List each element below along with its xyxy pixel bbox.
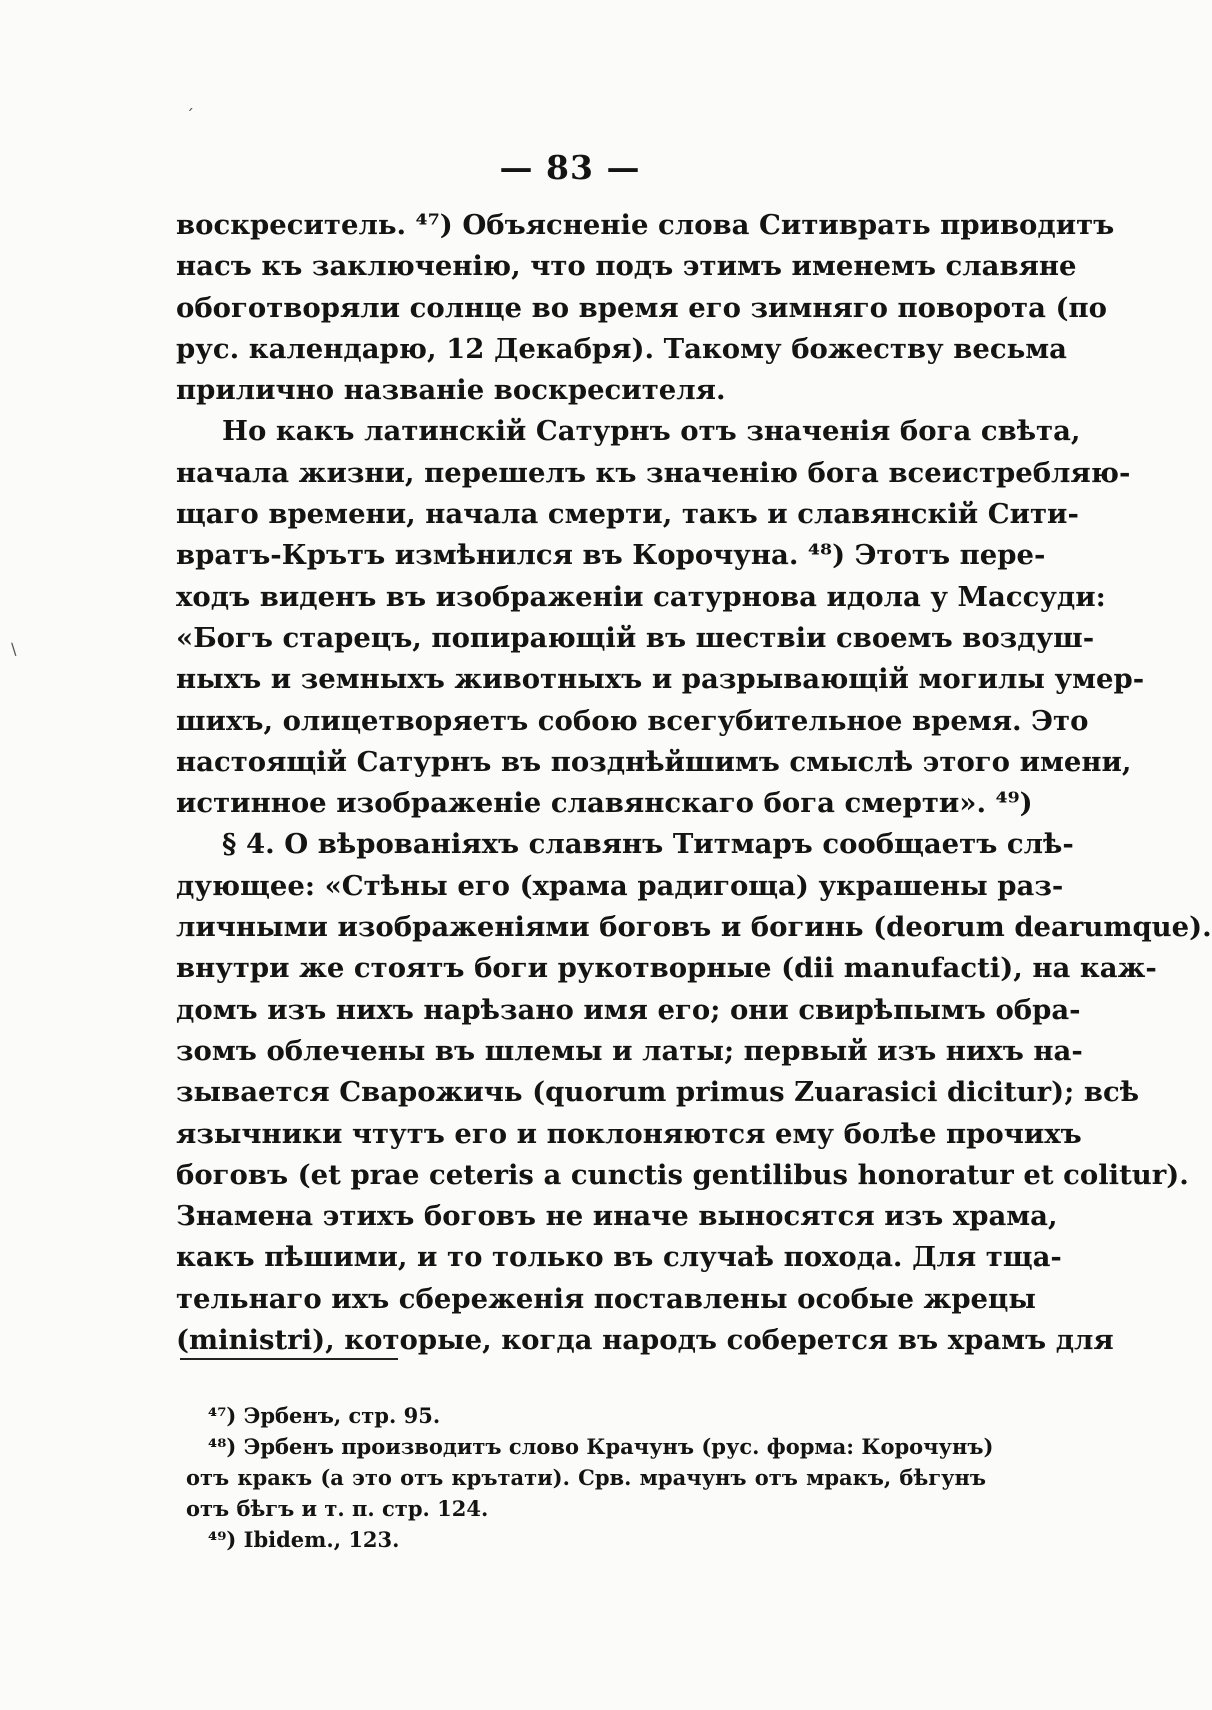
text-line: боговъ (et prae ceteris a cunctis gentilibus honoratur et colitur). — [176, 1158, 1189, 1191]
text-line: рус. календарю, 12 Декабря). Такому божеству весьма — [176, 332, 1067, 365]
text-line: тельнаго ихъ сбереженія поставлены особые жрецы — [176, 1282, 1036, 1315]
text-line: «Богъ старецъ, попирающій въ шествіи своемъ воздуш- — [176, 621, 1095, 654]
margin-mark: ∖ — [8, 640, 19, 659]
footnote-divider — [180, 1358, 398, 1360]
main-text — [176, 205, 1212, 1361]
text-line: (ministri), которые, когда народъ соберется въ храмъ для — [176, 1324, 1114, 1357]
text-line: прилично названіе воскресителя. — [176, 374, 726, 407]
text-line: внутри же стоятъ боги рукотворные (dii manufacti), на каж- — [176, 952, 1157, 985]
text-line: зывается Сварожичь (quorum primus Zuarasici dicitur); всѣ — [176, 1076, 1140, 1109]
page-speck: ˏ — [186, 92, 194, 111]
text-line: вратъ-Крътъ измѣнился въ Корочуна. ⁴⁸) Этотъ пере- — [176, 539, 1046, 572]
footnote-line: ⁴⁸) Эрбенъ производитъ слово Крачунъ (рус. форма: Корочунъ) — [208, 1434, 994, 1459]
page-number: — 83 — — [499, 148, 641, 187]
text-line: домъ изъ нихъ нарѣзано имя его; они свирѣпымъ обра- — [176, 993, 1081, 1026]
text-line: воскреситель. ⁴⁷) Объясненіе слова Ситиврать приводитъ — [176, 209, 1115, 241]
text-line: насъ къ заключенію, что подъ этимъ именемъ славяне — [176, 250, 1077, 283]
text-line: обоготворяли солнце во время его зимняго поворота (по — [176, 291, 1107, 324]
text-line: начала жизни, перешелъ къ значенію бога всеистребляю- — [176, 456, 1131, 489]
text-line: зомъ облечены въ шлемы и латы; первый изъ нихъ на- — [176, 1034, 1083, 1067]
footnote-line: отъ кракъ (а это отъ крътати). Срв. мрачунъ отъ мракъ, бѣгунъ — [186, 1465, 986, 1490]
text-line: ныхъ и земныхъ животныхъ и разрывающій могилы умер- — [176, 663, 1145, 696]
text-line: шихъ, олицетворяетъ собою всегубительное время. Это — [176, 704, 1089, 737]
text-line: какъ пѣшими, и то только въ случаѣ похода. Для тща- — [176, 1241, 1062, 1274]
text-line: Знамена этихъ боговъ не иначе выносятся изъ храма, — [176, 1200, 1058, 1233]
text-line: настоящій Сатурнъ въ позднѣйшимъ смыслѣ этого имени, — [176, 745, 1132, 778]
text-line: § 4. О вѣрованіяхъ славянъ Титмаръ сообщаетъ слѣ- — [222, 828, 1074, 861]
footnote-line: ⁴⁹) Ibidem., 123. — [208, 1527, 400, 1552]
text-line: ходъ виденъ въ изображеніи сатурнова идола у Массуди: — [176, 580, 1106, 613]
text-line: щаго времени, начала смерти, такъ и славянскій Сити- — [176, 498, 1079, 531]
footnotes — [186, 1400, 994, 1555]
text-line: истинное изображеніе славянскаго бога смерти». ⁴⁹) — [176, 787, 1033, 820]
text-line: дующее: «Стѣны его (храма радигоща) украшены раз- — [176, 869, 1064, 902]
text-line: личными изображеніями боговъ и богинь (deorum dearumque). — [176, 911, 1212, 944]
footnote-line: ⁴⁷) Эрбенъ, стр. 95. — [208, 1403, 441, 1428]
text-line: язычники чтутъ его и поклоняются ему болѣе прочихъ — [176, 1117, 1082, 1150]
text-line: Но какъ латинскій Сатурнъ отъ значенія бога свѣта, — [222, 415, 1081, 448]
footnote-line: отъ бѣгъ и т. п. стр. 124. — [186, 1496, 489, 1521]
